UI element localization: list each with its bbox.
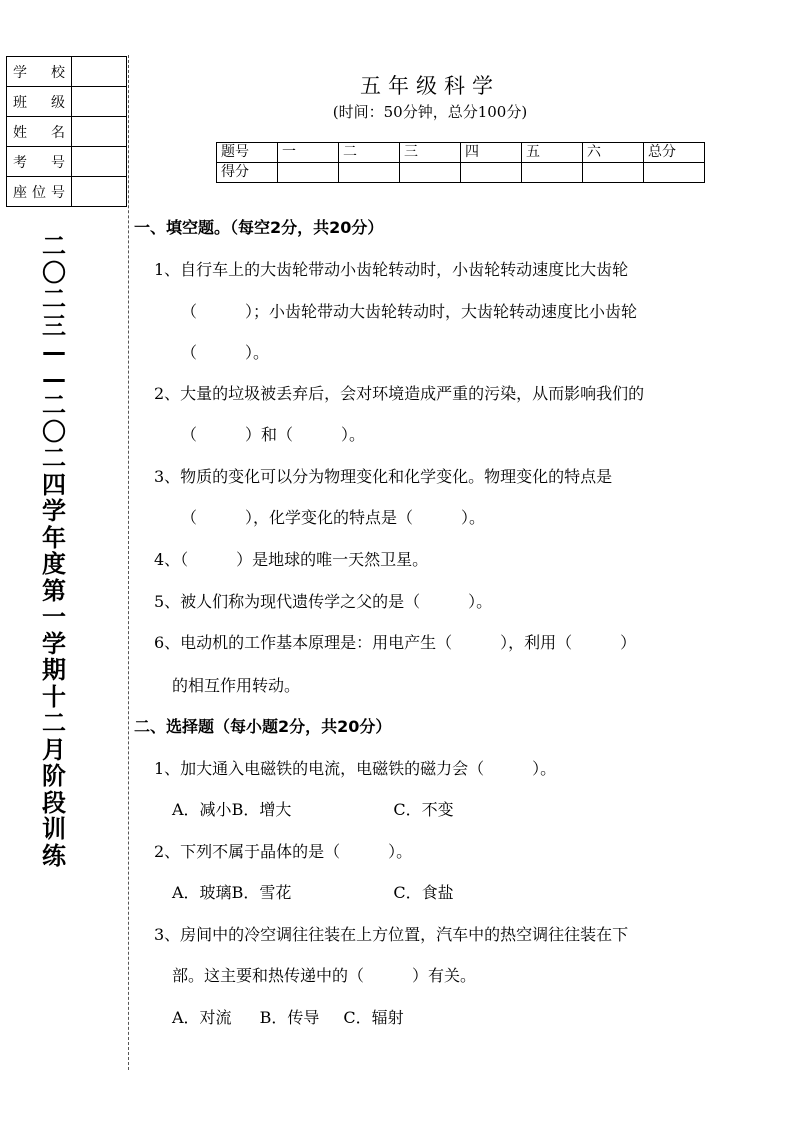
label-class: 班 级	[7, 87, 72, 117]
label-school: 学 校	[7, 57, 72, 87]
question-text: 3、物质的变化可以分为物理变化和化学变化。物理变化的特点是	[154, 467, 613, 486]
question-text: 6、电动机的工作基本原理是：用电产生（ ），利用（ ）	[154, 633, 637, 652]
school-field[interactable]	[72, 57, 127, 87]
exam-subtitle: (时间：50分钟，总分100分)	[332, 103, 528, 121]
vertical-title-char: 四	[42, 470, 66, 499]
option-a[interactable]: A．减小	[172, 800, 232, 819]
label-seat-number: 座位号	[7, 177, 72, 207]
score-header-cell: 总分	[644, 143, 705, 163]
vertical-title-char: 年	[42, 523, 66, 552]
section2-heading: 二、选择题（每小题2分，共20分）	[134, 717, 392, 736]
option-row	[172, 800, 454, 820]
score-cell[interactable]	[461, 163, 522, 183]
score-header-cell: 题号	[217, 143, 278, 163]
vertical-title-char: 练	[42, 841, 66, 870]
vertical-title-char: 二	[42, 709, 66, 737]
vertical-title-char: 〇	[42, 417, 66, 446]
option-c[interactable]: C．辐射	[343, 1008, 404, 1027]
question-text: （ ）。	[181, 343, 270, 362]
score-cell[interactable]	[522, 163, 583, 183]
binding-line	[128, 55, 129, 1070]
label-exam-number: 考 号	[7, 147, 72, 177]
class-field[interactable]	[72, 87, 127, 117]
vertical-title-char: 二	[42, 232, 66, 260]
vertical-title-char: 学	[42, 629, 66, 658]
question-text: 2、下列不属于晶体的是（ ）。	[154, 842, 413, 861]
vertical-title-char: 学	[42, 497, 66, 525]
question-text: 部。这主要和热传递中的（ ）有关。	[172, 966, 477, 985]
question-text: 的相互作用转动。	[172, 676, 301, 695]
score-cell[interactable]	[644, 163, 705, 183]
vertical-title-char: 训	[42, 815, 66, 843]
question-text: 1、自行车上的大齿轮带动小齿轮转动时，小齿轮转动速度比大齿轮	[154, 260, 629, 279]
option-b[interactable]: B．增大	[231, 800, 292, 819]
score-cell[interactable]	[583, 163, 644, 183]
question-text: 3、房间中的冷空调往往装在上方位置，汽车中的热空调往往装在下	[154, 925, 629, 944]
vertical-title-char: 一	[42, 603, 66, 631]
score-table-header-row	[217, 143, 705, 163]
vertical-title-char: 三	[42, 311, 66, 340]
score-header-cell: 一	[278, 143, 339, 163]
section1-heading: 一、填空题。（每空2分，共20分）	[134, 218, 384, 237]
option-a[interactable]: A．对流	[172, 1008, 232, 1027]
vertical-title-char: 二	[42, 391, 66, 419]
score-table	[216, 142, 705, 183]
vertical-title-char: —	[42, 338, 66, 366]
vertical-title-char: 十	[42, 682, 66, 711]
vertical-title-char: 度	[42, 550, 66, 578]
question-text: （ ）；小齿轮带动大齿轮转动时，大齿轮转动速度比小齿轮	[181, 302, 638, 321]
question-text: 5、被人们称为现代遗传学之父的是（ ）。	[154, 592, 493, 611]
option-row	[172, 883, 454, 903]
score-header-cell: 四	[461, 143, 522, 163]
vertical-title-char: 段	[42, 788, 66, 817]
exam-number-field[interactable]	[72, 147, 127, 177]
vertical-title-char: 期	[42, 656, 66, 684]
option-c[interactable]: C．不变	[393, 800, 454, 819]
vertical-title-char: 二	[42, 285, 66, 313]
score-cell[interactable]	[278, 163, 339, 183]
score-header-cell: 三	[400, 143, 461, 163]
question-text: 2、大量的垃圾被丢弃后，会对环境造成严重的污染，从而影响我们的	[154, 384, 645, 403]
score-header-cell: 五	[522, 143, 583, 163]
score-header-cell: 二	[339, 143, 400, 163]
student-info-table	[6, 56, 127, 207]
vertical-title-char: 二	[42, 444, 66, 472]
vertical-term-title	[36, 233, 72, 869]
option-a[interactable]: A．玻璃	[172, 883, 232, 902]
score-table-score-row	[217, 163, 705, 183]
vertical-title-char: 第	[42, 576, 66, 605]
question-text: 1、加大通入电磁铁的电流，电磁铁的磁力会（ ）。	[154, 759, 557, 778]
vertical-title-char: 月	[42, 735, 66, 764]
question-text: （ ），化学变化的特点是（ ）。	[181, 508, 486, 527]
label-name: 姓 名	[7, 117, 72, 147]
seat-number-field[interactable]	[72, 177, 127, 207]
option-row	[172, 1008, 404, 1028]
vertical-title-char: 阶	[42, 762, 66, 790]
question-text: 4、（ ）是地球的唯一天然卫星。	[154, 550, 429, 569]
option-c[interactable]: C．食盐	[393, 883, 454, 902]
vertical-title-char: 〇	[42, 258, 66, 287]
score-row-label: 得分	[217, 163, 278, 183]
option-b[interactable]: B．传导	[259, 1008, 320, 1027]
name-field[interactable]	[72, 117, 127, 147]
option-b[interactable]: B．雪花	[231, 883, 292, 902]
vertical-title-char: —	[42, 364, 66, 393]
score-header-cell: 六	[583, 143, 644, 163]
score-cell[interactable]	[339, 163, 400, 183]
score-cell[interactable]	[400, 163, 461, 183]
page-title: 五年级科学	[360, 74, 500, 98]
question-text: （ ）和（ ）。	[181, 425, 366, 444]
